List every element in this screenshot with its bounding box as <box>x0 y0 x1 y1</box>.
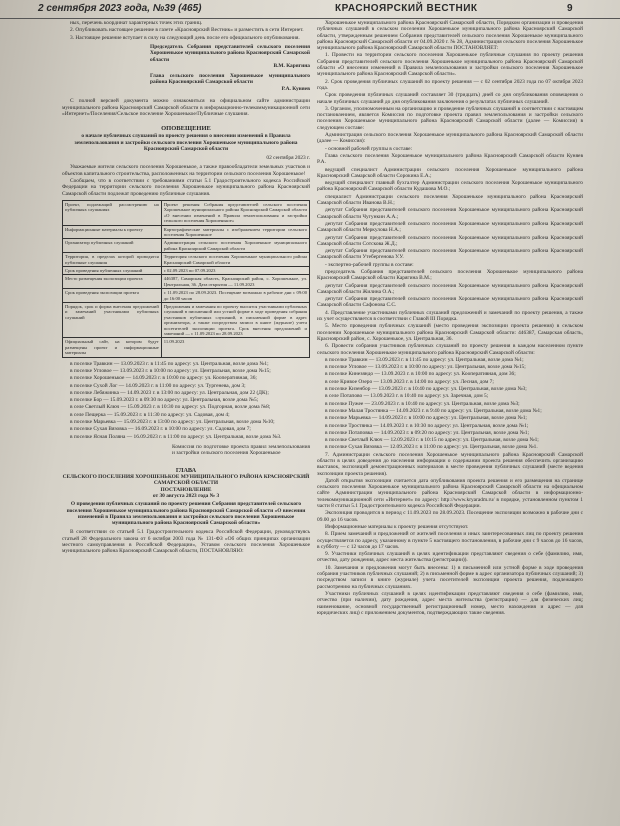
meeting-item: в поселке Угловое — 13.09.2023 г. в 10:00 по адресу: ул. Центральная, возле дома №15; <box>70 368 271 374</box>
table-row <box>63 225 310 239</box>
body-paragraph: 10. Замечания и предложения могут быть внесены: 1) в письменной или устной форме в ходе проведения собрания участников публичных слушаний; 2) в письменной форме в адрес организатора публичных слушаний; 3) посредством записи в книге (журнале) учета посетителей экспозиции проекта решения, подлежащего рассмотрению на публичных слушаниях. <box>317 564 583 590</box>
signature-head <box>150 73 310 93</box>
table-row <box>63 200 310 225</box>
body-paragraph: депутат Собрания представителей сельского поселения Хорошенькое муниципального района Красноярский Самарской области Меркулова Н.А.; <box>317 220 583 234</box>
decree-heading: ГЛАВА <box>175 466 197 474</box>
decree-subject: О проведении публичных слушаний по проекту решения Собрания представителей сельского поселения Хорошенькое муниципального района Красноярский Самарской области «О внесении изменений в Правила землепользования и застройки сельского поселения Хорошенькое муниципального района Красноярский Самарской области» <box>66 501 306 527</box>
meeting-item: в селе Пещерка — 15.09.2023 г. в 11:30 по адресу: ул. Садовая, дом 4; <box>70 411 230 418</box>
body-paragraph: 8. Прием замечаний и предложений от жителей поселения и иных заинтересованных лиц по проекту решения осуществляется по адресу, указанному в пункте 5 настоящего постановления, в рабочие дни с 9 часов до 16 часов, в субботу — с 12 часов до 17 часов. <box>317 531 583 550</box>
body-paragraph: 1. Провести на территории сельского поселения Хорошенькое публичные слушания по проекту решения Собрания представителей сельского поселения Хорошенькое муниципального района Красноярский Самарской области «О внесении изменений в Правила землепользования и застройки сельского поселения Хорошенькое муниципального района Красноярский Самарской области». <box>317 52 583 78</box>
right-column <box>317 20 583 826</box>
right-tail-paragraphs <box>317 452 583 616</box>
intro-paragraphs <box>62 20 310 41</box>
body-paragraph: 4. Представление участниками публичных слушаний предложений и замечаний по проекту решения, а также их учет осуществляется в соответствии с Главой III Порядка. <box>317 309 583 323</box>
page-header <box>0 0 620 19</box>
table-row <box>63 275 310 289</box>
hearing-info-table <box>62 200 310 358</box>
body-paragraph: Хорошенькое муниципального района Красноярский Самарской области, Порядком организации и проведения публичных слушаний в сельском поселении Хорошенькое муниципального района Красноярский Самарской области, утвержденным решением Собрания представителей сельского поселения Хорошенькое муниципального района Красноярский Самарской области от 04.09.2020 г. № 28, Администрация сельского поселения Хорошенькое муниципального района Красноярский Самарской области ПОСТАНОВЛЯЕТ: <box>317 20 583 52</box>
full-version-note: С полной версией документа можно ознакомиться на официальном сайте администрации муниципального района Красноярский Самарской области в информационно-телекоммуникационной сети «Интернет»/Поселения/Сельское поселение Хорошенькое/Публичные слушания. <box>62 98 310 117</box>
body-paragraph: Датой открытия экспозиции считается дата опубликования проекта решения и его размещения на странице сельского поселения Хорошенькое муниципального района Красноярский Самарской области на официальном сайте Администрации муниципального района Красноярский Самарской области в информационно-телекоммуникационной сети «Интернет» по адресу: http://www.kryaradm.ru/ в порядке, установленном пунктом 1 части 8 статьи 5.1 Градостроительного кодекса Российской Федерации. <box>317 477 583 510</box>
body-paragraph: 9. Участники публичных слушаний в целях идентификации представляют сведения о себе (фамилию, имя, отчество, дату рождения, адрес места жительства (регистрации)). <box>317 551 583 564</box>
decree-type: ПОСТАНОВЛЕНИЕ <box>160 486 212 493</box>
body-paragraph: 5. Место проведения публичных слушаний (место проведения экспозиции проекта решения) в сельском поселении Хорошенькое муниципального района Красноярский Самарской области: 446387, Самарская область, Красноярский район, с. Хорошенькое, ул. Центральная, 36. <box>317 323 583 342</box>
meeting-item: в селе Потапово — 13.09.2023 г. в 10:40 по адресу: ул. Заречная, дом 5; <box>325 393 489 400</box>
body-paragraph: 2. Срок проведения публичных слушаний по проекту решения — с 02 сентября 2023 года по 07 октября 2023 года. <box>317 78 583 91</box>
decree-organization: СЕЛЬСКОГО ПОСЕЛЕНИЯ ХОРОШЕНЬКОЕ МУНИЦИПАЛЬНОГО РАЙОНА КРАСНОЯРСКИЙ САМАРСКОЙ ОБЛАСТИ <box>62 474 310 487</box>
body-paragraph: депутат Собрания представителей сельского поселения Хорошенькое муниципального района Красноярский Самарской области Сотскова Ж.Д.; <box>317 234 583 247</box>
table-row <box>63 239 310 253</box>
body-paragraph: - основной рабочей группы в составе: <box>325 145 413 152</box>
decree-date: от 30 августа 2023 года № 3 <box>152 492 220 499</box>
body-paragraph: Глава сельского поселения Хорошенькое муниципального района Красноярский Самарской области Куняев Р.А. <box>317 152 583 166</box>
meeting-item: в поселке Сухая Вязовка — 16.09.2023 г. в 10:00 по адресу: ул. Садовая, дом 7; <box>70 426 251 433</box>
meeting-item: в поселке Сухая Вязовка — 12.09.2023 г. в 11:00 по адресу: ул. Центральная, возле дома №1. <box>325 444 538 451</box>
table-cell-value: Предложения и замечания по проекту вносятся участниками публичных слушаний в письменной или устной форме в ходе проведения собрания участников публичных слушаний, в письменной форме в адрес организатора, а также посредством записи в книге (журнале) учета посетителей экспозиции проекта. Срок внесения предложений и замечаний — с 11.09.2023 по 28.09.2023 <box>161 303 309 338</box>
alert-date: 02 сентября 2023 г. <box>266 155 310 162</box>
body-paragraph: Администрация сельского поселения Хорошенькое муниципального района Красноярский Самарской области (далее — Комиссия): <box>317 132 583 145</box>
signature-chair-title: Председатель Собрания представителей сельского поселения Хорошенькое муниципального района Красноярский Самарской области <box>150 43 310 63</box>
meeting-item: в поселке Марьевка — 15.09.2023 г. в 13:00 по адресу: ул. Центральная, возле дома №10; <box>70 419 275 426</box>
table-cell-value: с 02.09.2023 по 07.09.2023 <box>161 267 309 275</box>
alert-heading: ОПОВЕЩЕНИЕ <box>161 125 211 133</box>
table-cell-value: 11.09.2023 <box>161 338 309 357</box>
meeting-item: в поселке Кизенбор — 13.09.2023 г. в 10:40 по адресу: ул. Центральная, возле дома №3; <box>325 386 527 393</box>
intro-paragraph: ных, перечень координат характерных точек этих границ. <box>70 20 203 26</box>
body-paragraph: 3. Органом, уполномоченным на организацию и проведение публичных слушаний в соответствии с настоящим постановлением, является Комиссия по подготовке проекта правил землепользования и застройки сельского поселения Хорошенькое муниципального района Красноярский Самарской области (далее — Комиссия) в следующем составе: <box>317 105 583 131</box>
body-paragraph: - экспертно-рабочей группы в составе: <box>325 261 414 268</box>
left-column <box>62 20 310 826</box>
newspaper-title: КРАСНОЯРСКИЙ ВЕСТНИК <box>335 3 478 14</box>
commission-note: Комиссия по подготовке проекта правил землепользования и застройки сельского поселения Хорошенькое <box>172 443 310 457</box>
signature-chair-name: В.М. Карягина <box>273 63 310 70</box>
alert-paragraphs <box>62 164 310 196</box>
body-paragraph: Срок проведения публичных слушаний составляет 30 (тридцать) дней со дня опубликования оповещения о начале публичных слушаний до дня опубликования заключения о результатах публичных слушаний. <box>317 92 583 105</box>
body-paragraph: депутат Собрания представителей сельского поселения Хорошенькое муниципального района Красноярский Самарской области Сафонова С.С. <box>317 296 583 309</box>
meeting-item: в поселке Тростянка — 14.09.2023 г. в 10:30 по адресу: ул. Центральная, возле дома №1; <box>325 422 529 429</box>
body-paragraph: Участники публичных слушаний в целях идентификации представляют сведения о себе (фамилию, имя, отчество (при наличии), дату рождения, адрес места жительства (регистрации) — для физических лиц; наименование, основной государственный регистрационный номер, место нахождения и адрес — для юридических лиц) с приложением документов, подтверждающих такие сведения. <box>317 590 583 616</box>
table-cell-label: Проект, подлежащий рассмотрению на публичных слушаниях <box>63 200 162 225</box>
meeting-item: в селе Кривое Озеро — 13.09.2023 г. в 14:00 по адресу: ул. Лесная, дом 7; <box>325 378 494 385</box>
table-cell-value: Администрация сельского поселения Хорошенькое муниципального района Красноярский Самарской области <box>161 239 309 253</box>
table-cell-label: Официальный сайт, на котором будут размещены проект и информационные материалы <box>63 338 162 357</box>
meeting-item: в поселке Пужее — 23.09.2023 г. в 10:40 по адресу: ул. Центральная, возле дома №3; <box>325 400 520 407</box>
table-cell-label: Срок проведения публичных слушаний <box>63 267 162 275</box>
table-cell-value: Картографические материалы с изображением территории сельского поселения Хорошенькое <box>161 225 309 239</box>
body-paragraph: Экспозиция проводится в период с 11.09.2023 по 28.09.2023. Посещение экспозиции возможно в рабочие дни с 09.00 до 16 часов. <box>317 510 583 523</box>
meeting-item: в поселке Кинезяндо — 13.09.2023 г. в 10:00 по адресу: ул. Кооперативная, дом 36; <box>325 371 516 378</box>
table-cell-label: Срок проведения экспозиции проекта <box>63 289 162 303</box>
issue-date: 2 сентября 2023 года, №39 (465) <box>38 3 202 14</box>
body-paragraph: 6. Провести собрания участников публичных слушаний по проекту решения в каждом населенном пункте сельского поселения Хорошенькое муниципального района Красноярский Самарской области: <box>317 343 583 356</box>
meeting-item: в поселке Лебяжинка — 14.09.2023 г. в 13:00 по адресу: ул. Центральная, дом 22 (ДК); <box>70 389 269 396</box>
table-cell-label: Территория, в пределах которой проводятся публичные слушания <box>63 253 162 267</box>
meeting-item: в селе Светлый Ключ — 15.09.2023 г. в 10:30 по адресу: ул. Подгорная, возле дома №8; <box>70 404 271 411</box>
meeting-item: в поселке Ясная Поляна — 16.09.2023 г. в 11:00 по адресу: ул. Центральная, возле дома №3. <box>70 433 282 440</box>
meetings-list-right <box>317 357 583 451</box>
meeting-item: в поселке Бор — 15.09.2023 г. в 09:30 по адресу: ул. Центральная, возле дома №5; <box>70 397 259 404</box>
meeting-item: в поселке Сухой Лог — 14.09.2023 г. в 11:00 по адресу: ул. Тургенева, дом 3; <box>70 382 246 389</box>
body-paragraph: ведущий специалист Администрации сельского поселения Хорошенькое муниципального района Красноярский Самарской области Сорокина Е.А.; <box>317 166 583 179</box>
table-cell-label: Место размещения экспозиции проекта <box>63 275 162 289</box>
page-number: 9 <box>567 3 573 14</box>
body-paragraph: ведущий специалист главный бухгалтер Администрации сельского поселения Хорошенькое муниципального района Красноярский Самарской области Кудашова М.О.; <box>317 180 583 193</box>
meeting-item: в поселке Малая Тростянка — 14.09.2023 г. в 9:40 по адресу: ул. Центральная, возле дома №1; <box>325 407 542 414</box>
body-paragraph: депутат Собрания представителей сельского поселения Хорошенькое муниципального района Красноярский Самарской области Чугункин А.А.; <box>317 207 583 220</box>
body-paragraph: 7. Администрации сельского поселения Хорошенькое муниципального района Красноярский Самарской области в целях доведения до населения информации о содержании проекта решения обеспечить организацию выставок, экспозиций демонстрационных материалов в месте проведения публичных слушаний (месте ведения экспозиции проекта решения). <box>317 451 583 477</box>
table-row <box>63 253 310 267</box>
alert-paragraph: Уважаемые жители сельского поселения Хорошенькое, а также правообладатели земельных участков и объектов капитального строительства, расположенных на территории сельского поселения Хорошенькое! <box>62 164 310 177</box>
meeting-item: в поселке Угловое — 13.09.2023 г. в 10:00 по адресу: ул. Центральная, возле дома №15; <box>325 364 526 371</box>
table-cell-value: 446387, Самарская область, Красноярский район, с. Хорошенькое, ул. Центральная, 36. Дата открытия — 11.09.2023 <box>161 275 309 289</box>
alert-paragraph: Сообщаем, что в соответствии с требованиями статьи 5.1 Градостроительного кодекса Российской Федерации на территории сельского поселения Хорошенькое муниципального района Красноярский Самарской области подлежат проведению публичные слушания. <box>62 178 310 197</box>
right-paragraphs <box>317 20 583 356</box>
meeting-item: в поселке Травкин — 13.09.2023 г. в 11:45 по адресу: ул. Центральная, возле дома №1; <box>70 360 269 367</box>
body-paragraph: Информационные материалы к проекту решения отсутствуют. <box>325 523 469 530</box>
table-cell-value: с 11.09.2023 по 28.09.2023. Посещение возможно в рабочие дни с 09:00 до 16:00 часов <box>161 289 309 303</box>
table-row <box>63 303 310 338</box>
table-cell-value: Проект решения Собрания представителей сельского поселения Хорошенькое муниципального района Красноярский Самарской области «О внесении изменений в Правила землепользования и застройки сельского поселения Хорошенькое» <box>161 200 309 225</box>
body-paragraph: специалист Администрации сельского поселения Хорошенькое муниципального района Красноярский Самарской области Иванова В.Н.; <box>317 193 583 207</box>
table-row <box>63 289 310 303</box>
body-paragraph: депутат Собрания представителей сельского поселения Хорошенькое муниципального района Красноярский Самарской области Утебергенова У.У. <box>317 248 583 261</box>
signature-head-name: Р.А. Куняев <box>281 85 310 92</box>
table-cell-label: Информационные материалы к проекту <box>63 225 162 239</box>
intro-paragraph: 3. Настоящее решение вступает в силу на следующий день после его официального опубликования. <box>70 34 300 41</box>
decree-body: В соответствии со статьей 5.1 Градостроительного кодекса Российской Федерации, руководствуясь статьей 28 Федерального закона от 6 октября 2003 года № 131-ФЗ «Об общих принципах организации местного самоуправления в Российской Федерации», Уставом сельского поселения Хорошенькое муниципального района Красноярский Самарской области, ПОСТАНОВЛЯЮ: <box>62 529 310 555</box>
table-cell-label: Порядок, срок и форма внесения предложений и замечаний участниками публичных слушаний <box>63 303 162 338</box>
signature-head-title: Глава сельского поселения Хорошенькое муниципального района Красноярский Самарской области <box>150 72 310 86</box>
table-cell-value: Территория сельского поселения Хорошенькое муниципального района Красноярский Самарской области <box>161 253 309 267</box>
table-cell-label: Организатор публичных слушаний <box>63 239 162 253</box>
meeting-item: в поселке Светлый Ключ — 12.09.2023 г. в 10:15 по адресу: ул. Центральная, возле дома №1; <box>325 437 539 444</box>
meetings-list-left <box>62 361 310 440</box>
table-row <box>63 267 310 275</box>
meeting-item: в поселке Потаповка — 14.09.2023 г. в 09:20 по адресу: ул. Центральная, возле дома №1; <box>325 429 529 436</box>
alert-title: о начале публичных слушаний по проекту решения о внесении изменений в Правила землепользования и застройки сельского поселения Хорошенькое муниципального района Красноярский Самарской области <box>74 133 298 152</box>
table-row <box>63 338 310 357</box>
meeting-item: в поселке Марьевка — 14.09.2023 г. в 10:00 по адресу: ул. Центральная, возле дома №1; <box>325 415 527 422</box>
body-paragraph: депутат Собрания представителей сельского поселения Хорошенькое муниципального района Красноярский Самарской области Жилина О.А.; <box>317 282 583 295</box>
meeting-item: в поселке Травкин — 13.09.2023 г. в 11:45 по адресу: ул. Центральная, возле дома №1; <box>325 356 524 363</box>
meeting-item: в поселке Хорошенькое — 14.09.2023 г. в 10:00 по адресу: ул. Кооперативная, 36; <box>70 375 257 382</box>
intro-paragraph: 2. Опубликовать настоящее решение в газете «Красноярский Вестник» и разместить в сети Интернет. <box>70 27 304 34</box>
body-paragraph: председатель Собрания представителей сельского поселения Хорошенькое муниципального района Красноярский Самарской области Карягина В.М.; <box>317 268 583 282</box>
signature-chair <box>150 44 310 70</box>
